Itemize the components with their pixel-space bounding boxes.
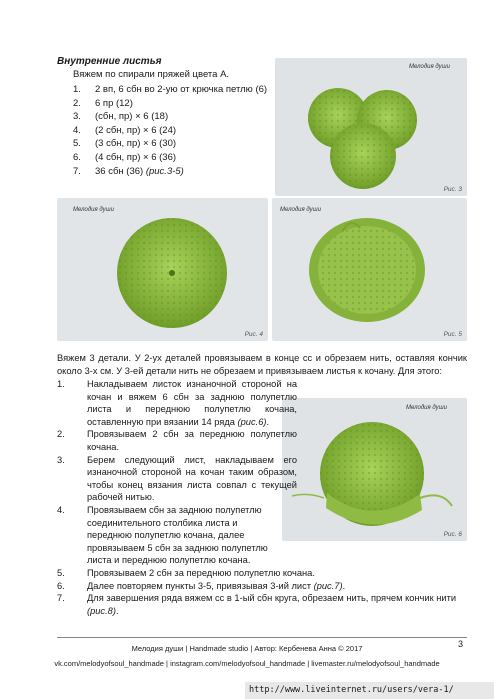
step-text: Берем следующий лист, накладываем его изнаночной стороной на кочан таким образом, чтобы конец вязания листа совпал с текущей рабочей нитью. <box>87 454 297 503</box>
list-item <box>73 110 267 124</box>
list-item <box>57 428 467 453</box>
row-text: 2 вп, 6 сбн во 2-ую от крючка петлю (6) <box>95 84 268 95</box>
watermark: Мелодия души <box>406 405 447 411</box>
footer-links: vk.com/melodyofsoul_handmade | instagram.com/melodyofsoul_handmade | livemaster.ru/melodyofsoul_handmade <box>54 659 440 668</box>
figure-ref: (рис.3-5) <box>145 165 184 177</box>
step-number: 2. <box>57 429 65 440</box>
row-number: 2. <box>73 97 81 109</box>
figure-ref: (рис.8) <box>87 605 116 616</box>
photo-fig4 <box>57 198 268 341</box>
row-number: 3. <box>73 111 81 123</box>
list-item <box>57 454 467 504</box>
step-number: 4. <box>57 504 65 515</box>
photo-fig3 <box>275 58 467 196</box>
list-item <box>57 580 467 593</box>
step-body: Для завершения ряда вяжем сс в 1-ый сбн круга, обрезаем нить, прячем кончик нити <box>87 593 457 604</box>
figure-ref: (рис.6) <box>237 416 267 427</box>
figure-ref: (рис.7) <box>313 580 343 591</box>
figure-caption: Рис. 4 <box>244 331 263 338</box>
source-url-bar[interactable]: http://www.liveinternet.ru/users/vera-1/ <box>245 682 494 699</box>
section-title: Внутренние листья <box>57 56 162 67</box>
step-text <box>87 580 467 593</box>
watermark: Мелодия души <box>280 207 321 213</box>
steps-list <box>57 378 467 617</box>
list-item <box>57 567 467 580</box>
rows-list <box>73 83 267 178</box>
watermark: Мелодия души <box>73 207 114 213</box>
row-number: 6. <box>73 151 81 163</box>
figure-caption: Рис. 6 <box>443 531 462 538</box>
crochet-circles-image <box>275 58 467 196</box>
row-text: (сбн, пр) × 6 (18) <box>95 111 169 123</box>
row-text: 36 сбн (36) <box>95 165 146 177</box>
step-text <box>87 592 467 617</box>
step-body: Далее повторяем пункты 3-5, привязывая 3-ий лист <box>87 580 314 591</box>
instructions-paragraph: Вяжем 3 детали. У 2-ух деталей провязываем в конце сс и обрезаем нить, оставляя кончик около 3-х см. У 3-ей детали нить не обрезаем и привязываем листья к кочану. Для этого: <box>57 353 467 376</box>
step-end: . <box>115 605 119 616</box>
step-end: . <box>266 416 270 427</box>
figure-caption: Рис. 5 <box>443 331 462 338</box>
step-number: 1. <box>57 379 65 389</box>
list-item <box>73 124 267 138</box>
row-text: (2 сбн, пр) × 6 (24) <box>95 124 177 136</box>
step-number: 6. <box>57 580 65 591</box>
photo-fig5 <box>272 198 467 341</box>
row-text: (4 сбн, пр) × 6 (36) <box>95 151 177 163</box>
footer-credits: Мелодия души | Handmade studio | Автор: Кербенева Анна © 2017 <box>131 644 363 653</box>
list-item <box>57 504 467 567</box>
row-number: 5. <box>73 138 81 150</box>
step-number: 7. <box>57 593 65 604</box>
step-text: Провязываем сбн за заднюю полупетлю соединительного столбика листа и переднюю полупетлю кочана, далее провязываем 5 сбн за заднюю полупетлю листа и переднюю полупетлю кочана. <box>87 504 268 566</box>
list-item <box>73 151 267 165</box>
step-end: . <box>342 580 346 591</box>
watermark: Мелодия души <box>409 64 450 70</box>
step-text: Провязываем 2 сбн за переднюю полупетлю кочана. <box>87 567 315 578</box>
list-item <box>57 592 467 617</box>
step-number: 5. <box>57 567 65 578</box>
crochet-cup-image <box>272 198 467 341</box>
row-text: 6 пр (12) <box>95 97 133 109</box>
figure-caption: Рис. 3 <box>443 186 462 193</box>
list-item <box>57 378 467 428</box>
row-text: (3 сбн, пр) × 6 (30) <box>95 138 177 150</box>
step-text <box>87 378 297 428</box>
list-item <box>73 165 267 179</box>
footer-divider <box>57 637 467 638</box>
list-item <box>73 83 267 97</box>
intro-text: Вяжем по спирали пряжей цвета А. <box>73 69 230 80</box>
row-number: 4. <box>73 124 81 136</box>
row-number: 7. <box>73 165 81 177</box>
list-item <box>73 137 267 151</box>
crochet-circle-image <box>57 198 268 341</box>
page-number: 3 <box>458 639 464 649</box>
list-item <box>73 97 267 111</box>
step-text: Провязываем 2 сбн за переднюю полупетлю кочана. <box>87 429 297 452</box>
row-number: 1. <box>73 84 81 95</box>
step-body: Накладываем листок изнаночной стороной на кочан и вяжем 6 сбн за заднюю полупетлю листа и переднюю полупетлю кочана, оставленную при вязании 14 ряда <box>87 379 297 427</box>
step-number: 3. <box>57 454 65 465</box>
